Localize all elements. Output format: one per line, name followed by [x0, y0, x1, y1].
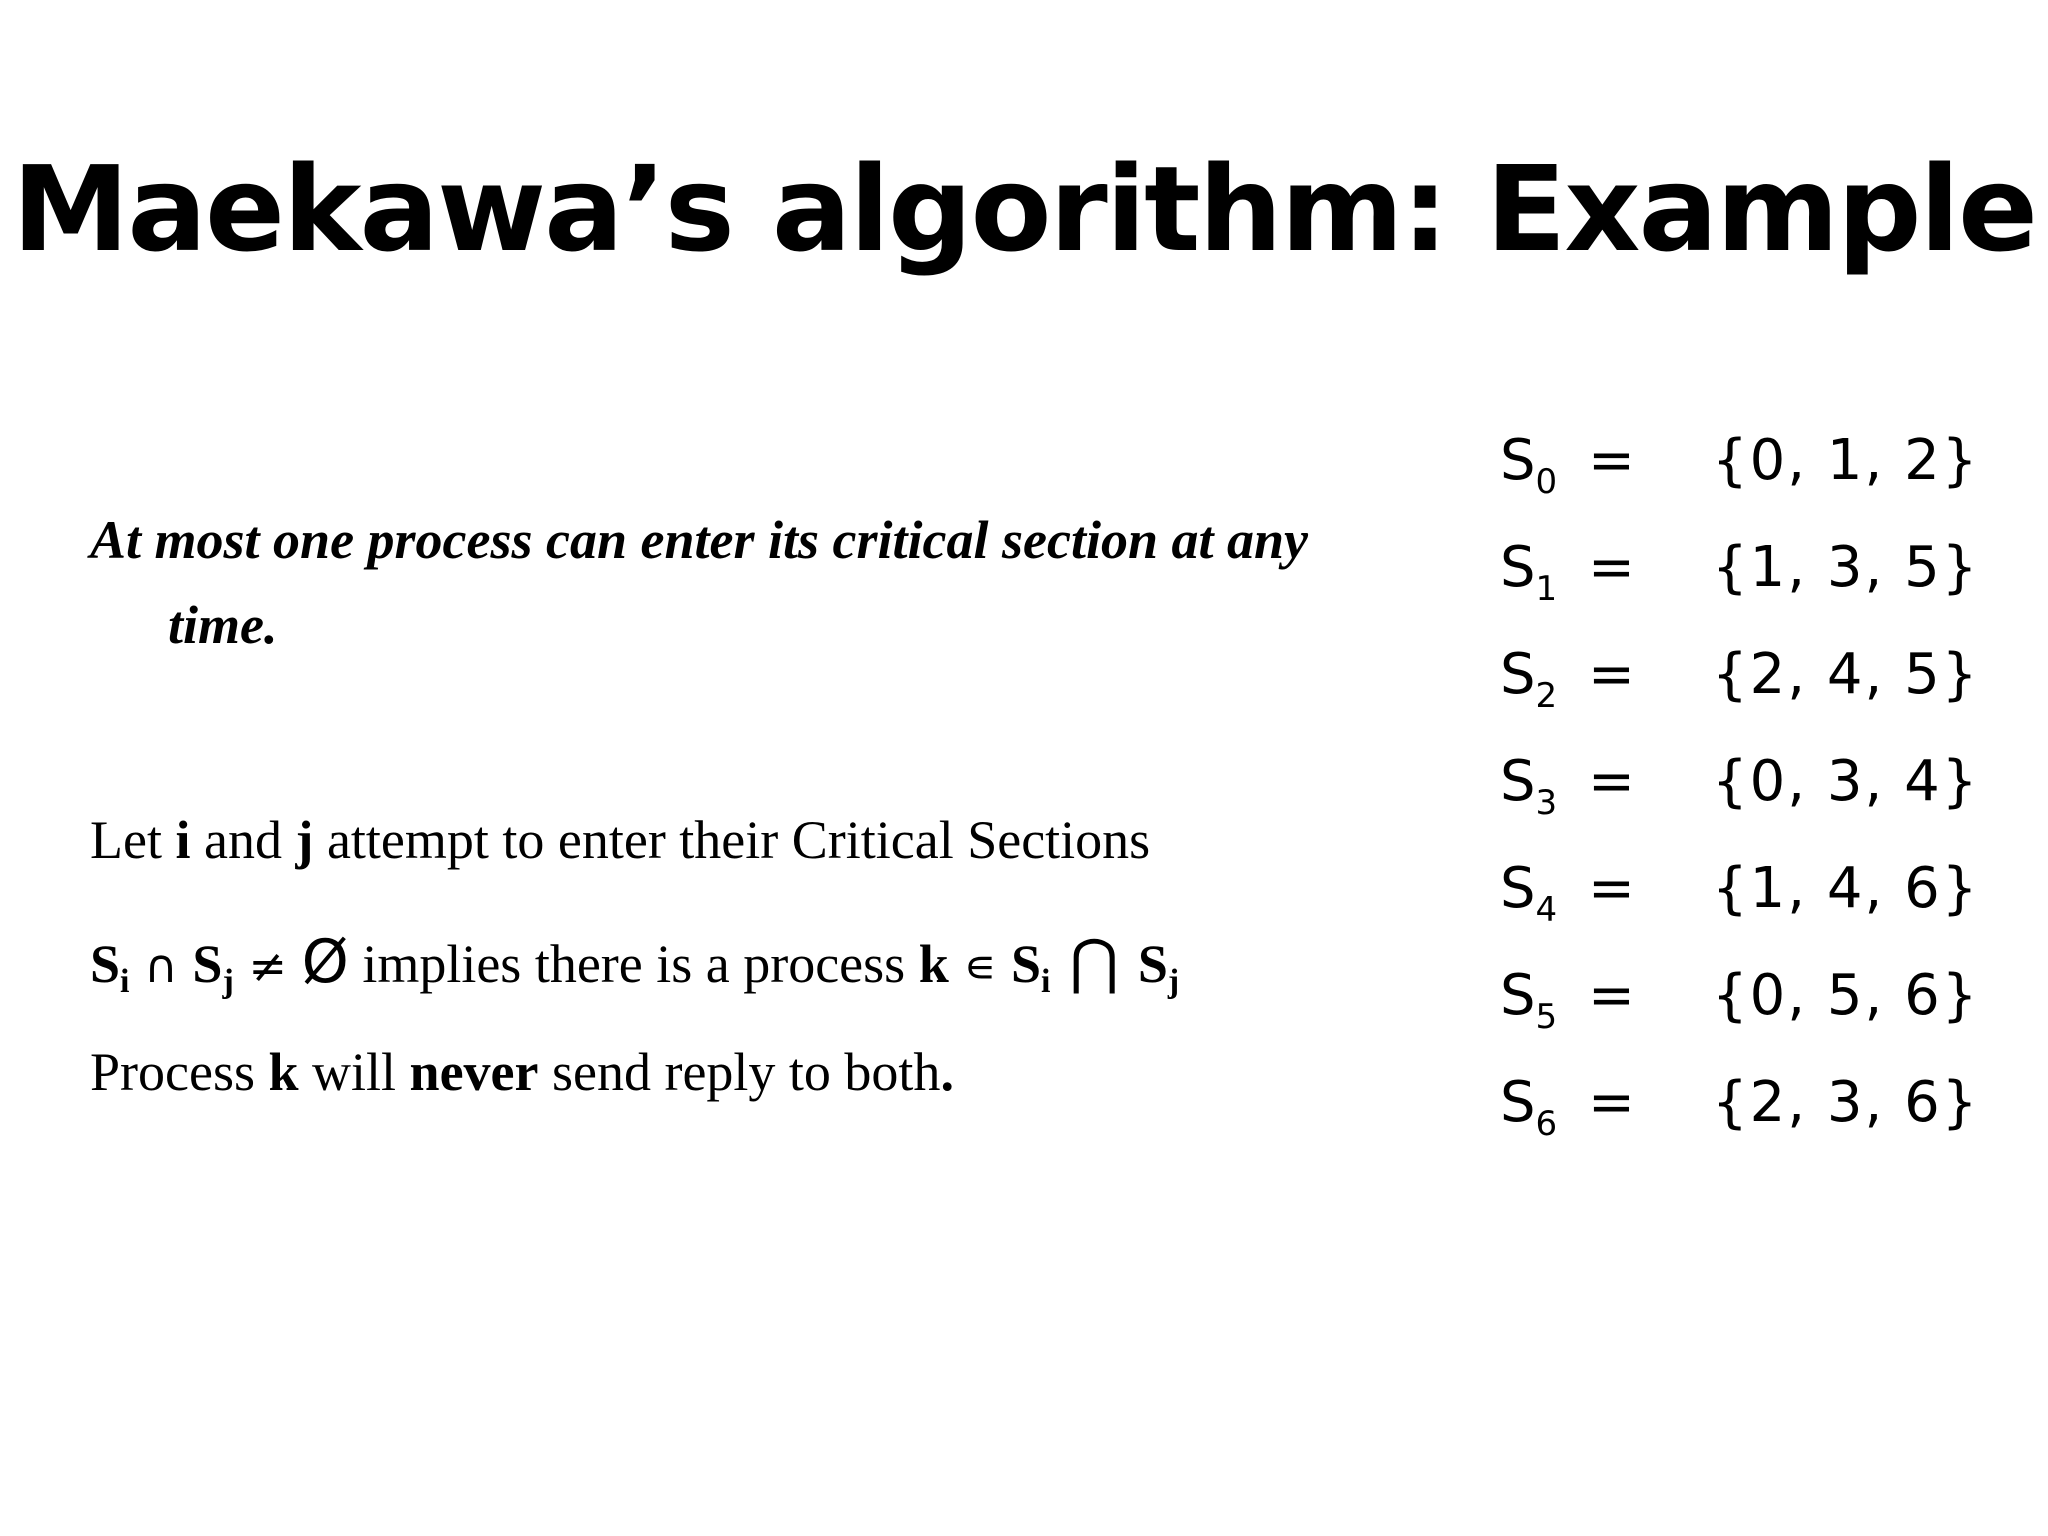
- never-word: never: [409, 1042, 539, 1102]
- slide-title: Maekawa’s algorithm: Example: [11, 140, 2037, 278]
- equals-sign: =: [1588, 428, 1635, 493]
- attempt-line: [90, 808, 1150, 873]
- never-period: .: [940, 1042, 954, 1102]
- set-si-subscript-2: i: [1041, 963, 1051, 1000]
- intersection-symbol: ∩: [129, 939, 193, 993]
- set-name: $S_5$: [1500, 963, 1558, 1037]
- attempt-text-1: Let: [90, 810, 176, 870]
- attempt-text-2: and: [190, 810, 296, 870]
- implies-text: implies there is a process: [348, 934, 919, 994]
- equals-sign: =: [1588, 642, 1635, 707]
- process-k-2: k: [268, 1042, 299, 1102]
- set-name: $S_0$: [1500, 428, 1558, 502]
- never-reply-line: [90, 1040, 954, 1105]
- process-i: i: [175, 810, 191, 870]
- never-text-1: Process: [90, 1042, 269, 1102]
- set-si-letter-2: S: [1011, 934, 1042, 994]
- set-si-subscript: i: [120, 963, 130, 1000]
- set-members: {1, 3, 5}: [1712, 535, 1980, 600]
- set-name: $S_1$: [1500, 535, 1558, 609]
- equals-sign: =: [1588, 749, 1635, 814]
- equals-sign: =: [1588, 535, 1635, 600]
- attempt-text-3: attempt to enter their Critical Sections: [313, 810, 1151, 870]
- set-members: {0, 3, 4}: [1712, 749, 1980, 814]
- equals-sign: =: [1588, 1070, 1635, 1135]
- set-members: {2, 3, 6}: [1712, 1070, 1980, 1135]
- empty-set-symbol: Ø: [301, 927, 349, 997]
- set-sj-subscript: j: [222, 963, 234, 1000]
- statement-line-2: time.: [168, 594, 278, 655]
- set-name: $S_4$: [1500, 856, 1558, 930]
- set-sj-letter: S: [192, 934, 223, 994]
- set-members: {1, 4, 6}: [1712, 856, 1980, 921]
- set-name: $S_3$: [1500, 749, 1558, 823]
- set-sj-letter-2: S: [1137, 934, 1168, 994]
- set-sj-subscript-2: j: [1167, 963, 1180, 1000]
- never-text-2: will: [298, 1042, 410, 1102]
- set-members: {2, 4, 5}: [1712, 642, 1980, 707]
- equals-sign: =: [1588, 856, 1635, 921]
- set-name: $S_6$: [1500, 1070, 1558, 1144]
- process-k: k: [918, 934, 949, 994]
- statement-line-1: At most one process can enter its critical section at any: [90, 510, 1308, 570]
- intersection-line: [90, 926, 1179, 998]
- not-equal-symbol: ≠: [233, 939, 302, 993]
- set-members: {0, 1, 2}: [1712, 428, 1980, 493]
- set-members: {0, 5, 6}: [1712, 963, 1980, 1028]
- process-j: j: [295, 810, 314, 870]
- set-name: $S_2$: [1500, 642, 1558, 716]
- set-si-letter: S: [90, 934, 121, 994]
- never-text-3: send reply to both: [538, 1042, 941, 1102]
- intersection-symbol-2: ⋂: [1050, 927, 1138, 997]
- equals-sign: =: [1588, 963, 1635, 1028]
- element-of-symbol: ∊: [948, 939, 1011, 993]
- mutual-exclusion-statement: [90, 508, 1420, 658]
